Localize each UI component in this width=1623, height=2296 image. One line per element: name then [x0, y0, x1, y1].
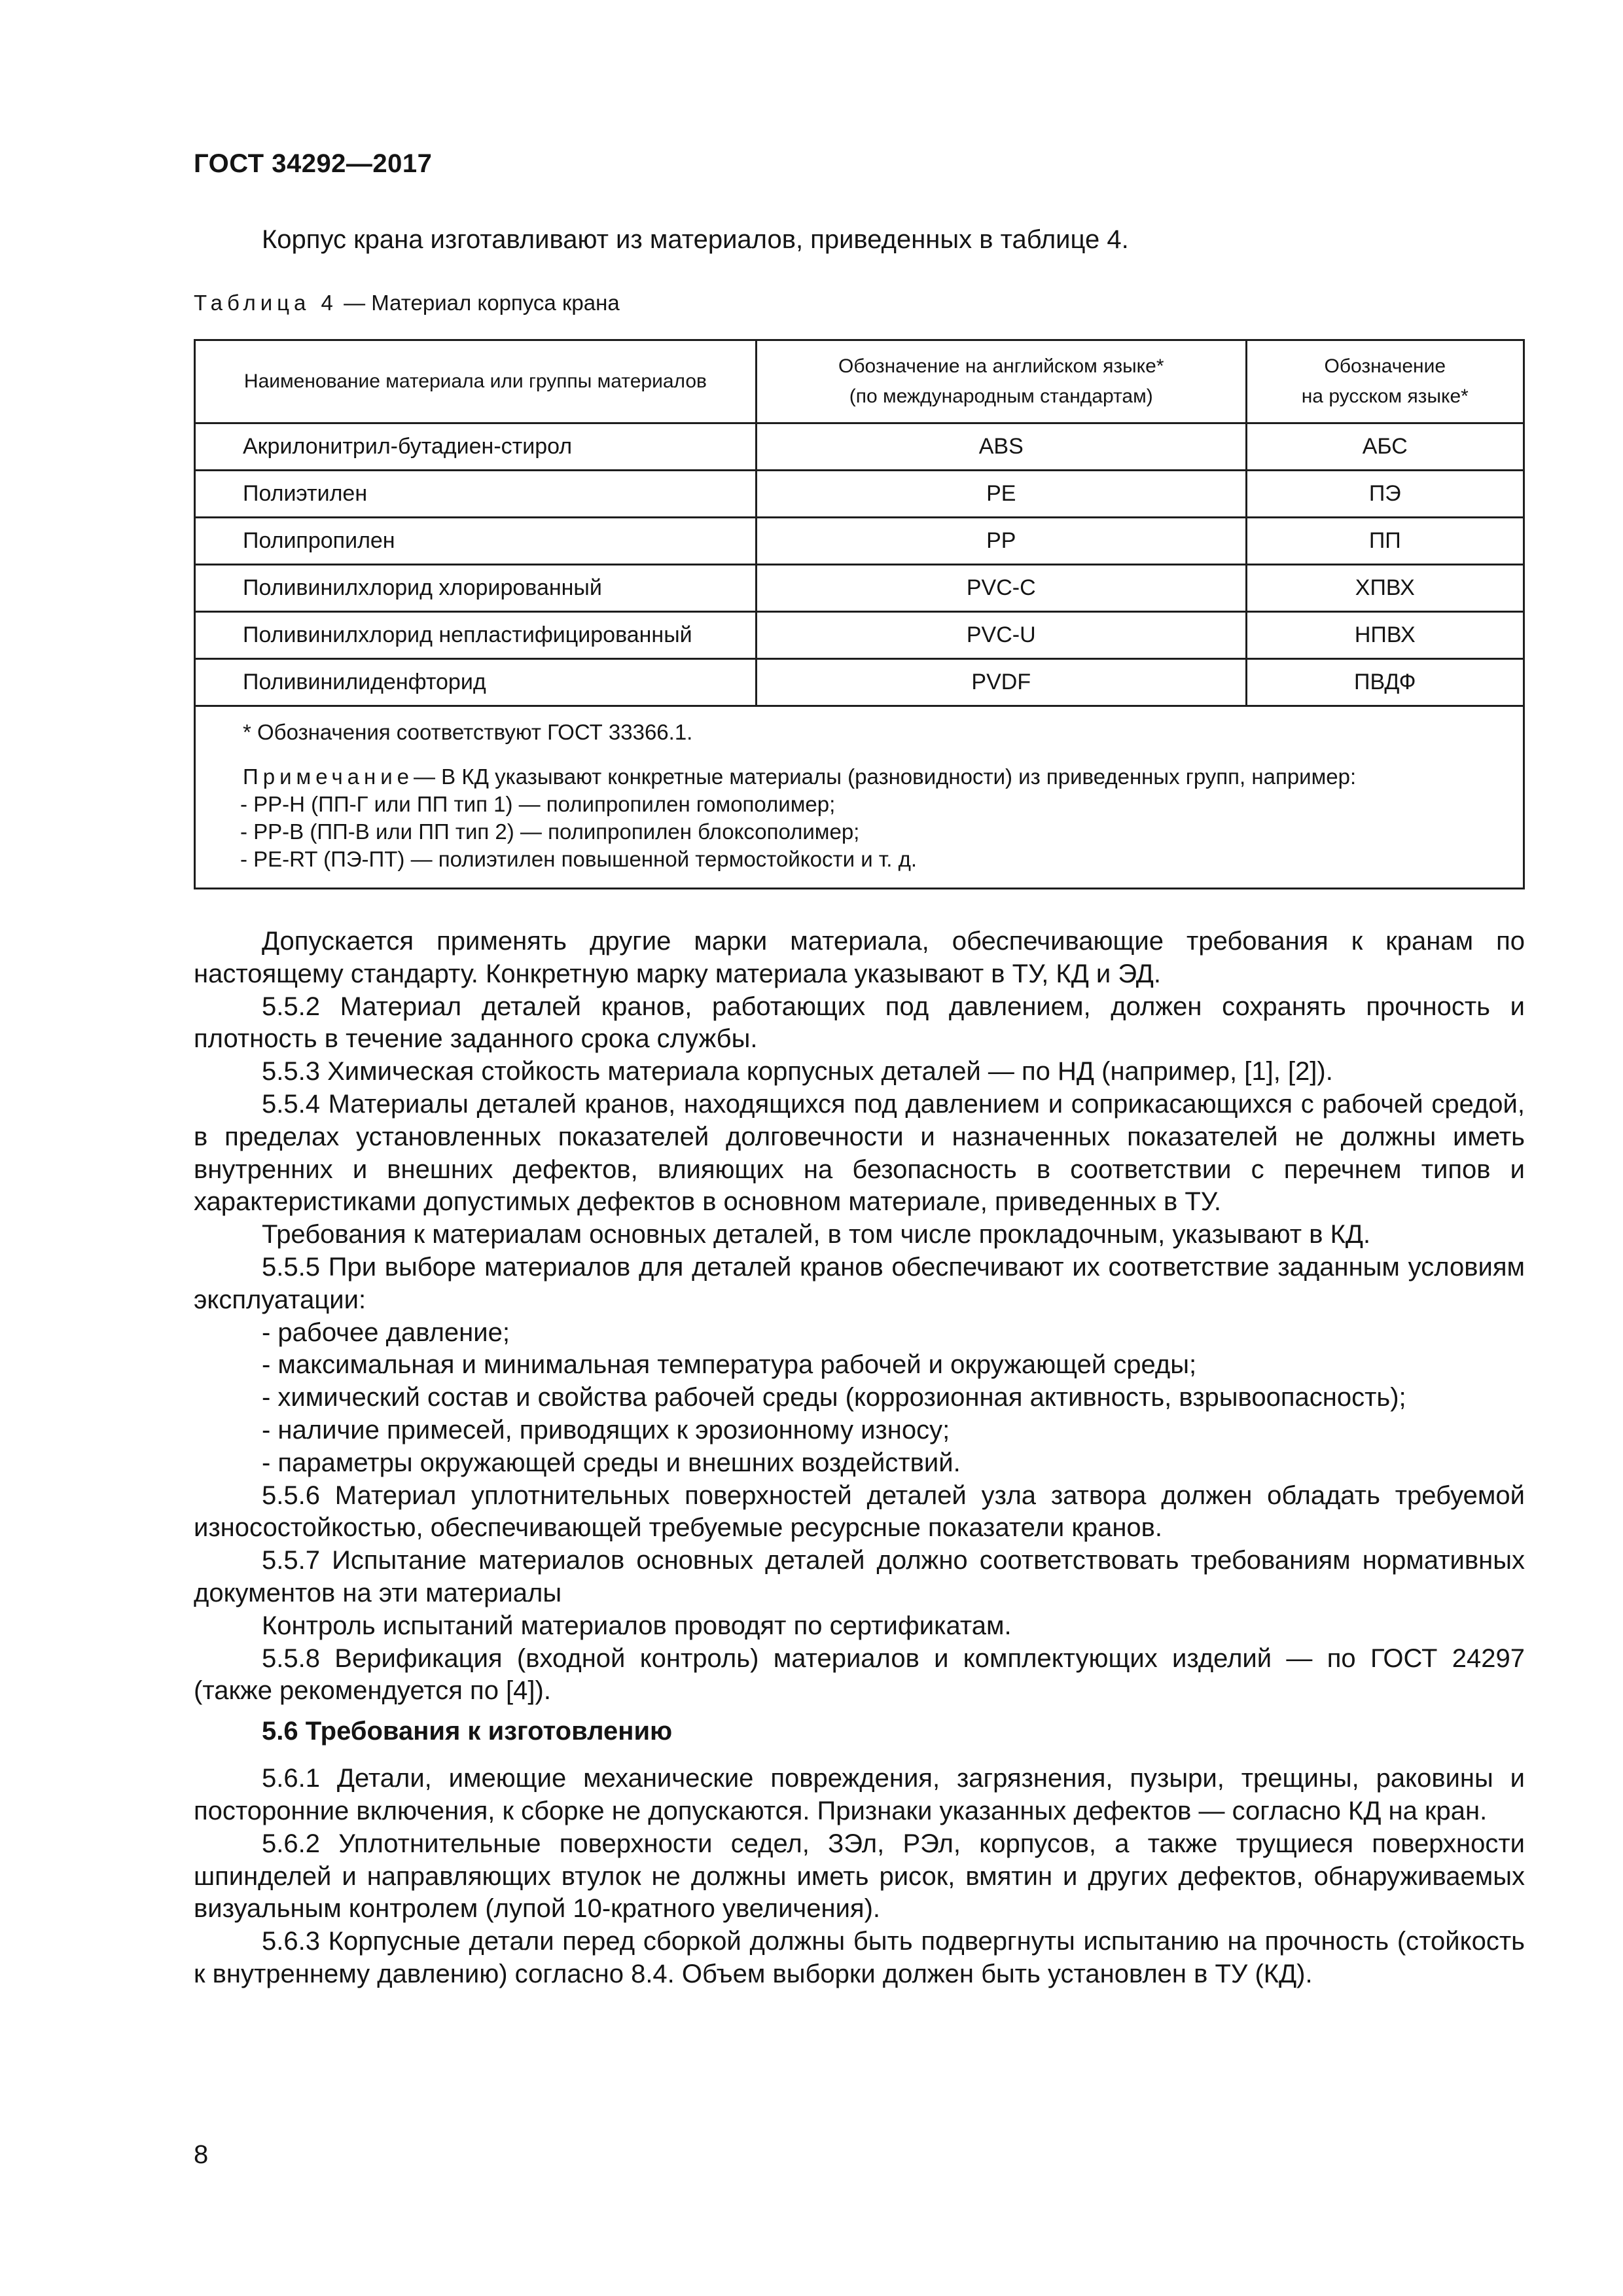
paragraph-5-5-5: 5.5.5 При выборе материалов для деталей кранов обеспечивают их соответствие заданным условиям эксплуатации:: [194, 1252, 1525, 1314]
list-item: - параметры окружающей среды и внешних воздействий.: [262, 1448, 961, 1477]
note-label: Примечание: [243, 764, 414, 789]
paragraph-5-5-8: 5.5.8 Верификация (входной контроль) материалов и комплектующих изделий — по ГОСТ 24297 (также рекомендуется по [4]).: [194, 1643, 1525, 1706]
paragraph-other-grades: Допускается применять другие марки материала, обеспечивающие требования к кранам по настоящему стандарту. Конкретную марку материала указывают в ТУ, КД и ЭД.: [194, 927, 1525, 988]
note-text: — В КД указывают конкретные материалы (разновидности) из приведенных групп, например:: [414, 764, 1357, 789]
intro-paragraph: Корпус крана изготавливают из материалов, приведенных в таблице 4.: [262, 225, 1129, 254]
cell-russian-code: АБС: [1246, 423, 1524, 471]
header-english-line1: Обозначение на английском языке*: [838, 355, 1164, 377]
materials-table: [194, 339, 1525, 889]
table-caption-label: Таблица 4: [194, 291, 338, 315]
paragraph-5-5-7: 5.5.7 Испытание материалов основных деталей должно соответствовать требованиям нормативных документов на эти материалы: [194, 1546, 1525, 1607]
note-item: - PP-B (ПП-В или ПП тип 2) — полипропилен блоксополимер;: [240, 819, 860, 844]
cell-english-code: PVC-U: [756, 612, 1246, 659]
table-row: [195, 471, 1524, 518]
header-english-line2: (по международным стандартам): [849, 386, 1153, 407]
cell-russian-code: ПЭ: [1246, 471, 1524, 518]
paragraph-5-6-2: 5.6.2 Уплотнительные поверхности седел, ЗЭл, РЭл, корпусов, а также трущиеся поверхности шпинделей и направляющих втулок не должны иметь рисок, вмятин и других дефектов, обнаруживаемых визуальным контролем (лупой 10-кратного увеличения).: [194, 1829, 1525, 1924]
cell-russian-code: ХПВХ: [1246, 565, 1524, 612]
cell-english-code: PE: [756, 471, 1246, 518]
paragraph-5-5-2: 5.5.2 Материал деталей кранов, работающих под давлением, должен сохранять прочность и плотность в течение заданного срока службы.: [194, 992, 1525, 1054]
paragraph-5-5-4: 5.5.4 Материалы деталей кранов, находящихся под давлением и соприкасающихся с рабочей средой, в пределах установленных показателей долговечности и назначенных показателей не должны иметь внутренних и внешних дефектов, влияющих на безопасность в соответствии с перечнем типов и характеристиками допустимых дефектов в основном материале, приведенных в ТУ.: [194, 1089, 1525, 1217]
cell-material-name: Полипропилен: [195, 518, 757, 565]
table-note: [243, 763, 1523, 791]
table-notes-row: [195, 706, 1524, 889]
header-russian-designation: [1246, 340, 1524, 423]
list-item: - рабочее давление;: [262, 1318, 510, 1347]
note-item: - PP-H (ПП-Г или ПП тип 1) — полипропилен гомополимер;: [240, 792, 836, 816]
paragraph-5-6-1: 5.6.1 Детали, имеющие механические повреждения, загрязнения, пузыри, трещины, раковины и посторонние включения, к сборке не допускаются. Признаки указанных дефектов — согласно КД на кран.: [194, 1764, 1525, 1825]
note-item: - PE-RT (ПЭ-ПТ) — полиэтилен повышенной термостойкости и т. д.: [240, 847, 918, 871]
header-russian-line2: на русском языке*: [1301, 386, 1469, 407]
paragraph-5-5-3: 5.5.3 Химическая стойкость материала корпусных деталей — по НД (например, [1], [2]).: [262, 1057, 1333, 1086]
cell-material-name: Поливинилхлорид непластифицированный: [195, 612, 757, 659]
header-english-designation: [756, 340, 1246, 423]
table-row: [195, 565, 1524, 612]
table-caption-title: — Материал корпуса крана: [344, 291, 620, 315]
cell-russian-code: НПВХ: [1246, 612, 1524, 659]
cell-material-name: Полиэтилен: [195, 471, 757, 518]
standard-title: ГОСТ 34292—2017: [194, 149, 433, 178]
cell-russian-code: ПВДФ: [1246, 659, 1524, 706]
cell-english-code: ABS: [756, 423, 1246, 471]
paragraph-requirements: Требования к материалам основных деталей, в том числе прокладочным, указывают в КД.: [262, 1220, 1371, 1249]
paragraph-5-6-3: 5.6.3 Корпусные детали перед сборкой должны быть подвергнуты испытанию на прочность (стойкость к внутреннему давлению) согласно 8.4. Объем выборки должен быть установлен в ТУ (КД).: [194, 1927, 1525, 1988]
paragraph-test-control: Контроль испытаний материалов проводят по сертификатам.: [262, 1611, 1012, 1640]
table-footnote: * Обозначения соответствуют ГОСТ 33366.1.: [243, 720, 693, 744]
cell-material-name: Акрилонитрил-бутадиен-стирол: [195, 423, 757, 471]
table-notes-cell: [195, 706, 1524, 889]
body-text: [194, 925, 1525, 1991]
header-russian-line1: Обозначение: [1324, 355, 1446, 377]
section-heading-5-6: 5.6 Требования к изготовлению: [262, 1717, 673, 1746]
table-header-row: [195, 340, 1524, 423]
list-item: - химический состав и свойства рабочей среды (коррозионная активность, взрывоопасность);: [262, 1383, 1406, 1412]
cell-russian-code: ПП: [1246, 518, 1524, 565]
cell-english-code: PVC-C: [756, 565, 1246, 612]
table-row: [195, 659, 1524, 706]
page-number: 8: [194, 2140, 209, 2169]
table-caption: [194, 291, 620, 315]
table-row: [195, 518, 1524, 565]
cell-english-code: PP: [756, 518, 1246, 565]
list-item: - наличие примесей, приводящих к эрозионному износу;: [262, 1415, 950, 1444]
list-item: - максимальная и минимальная температура рабочей и окружающей среды;: [262, 1350, 1197, 1380]
header-material-name: Наименование материала или группы материалов: [195, 340, 757, 423]
cell-english-code: PVDF: [756, 659, 1246, 706]
cell-material-name: Поливинилхлорид хлорированный: [195, 565, 757, 612]
table-row: [195, 612, 1524, 659]
cell-material-name: Поливинилиденфторид: [195, 659, 757, 706]
table-row: [195, 423, 1524, 471]
paragraph-5-5-6: 5.5.6 Материал уплотнительных поверхностей деталей узла затвора должен обладать требуемой износостойкостью, обеспечивающей требуемые ресурсные показатели кранов.: [194, 1480, 1525, 1543]
